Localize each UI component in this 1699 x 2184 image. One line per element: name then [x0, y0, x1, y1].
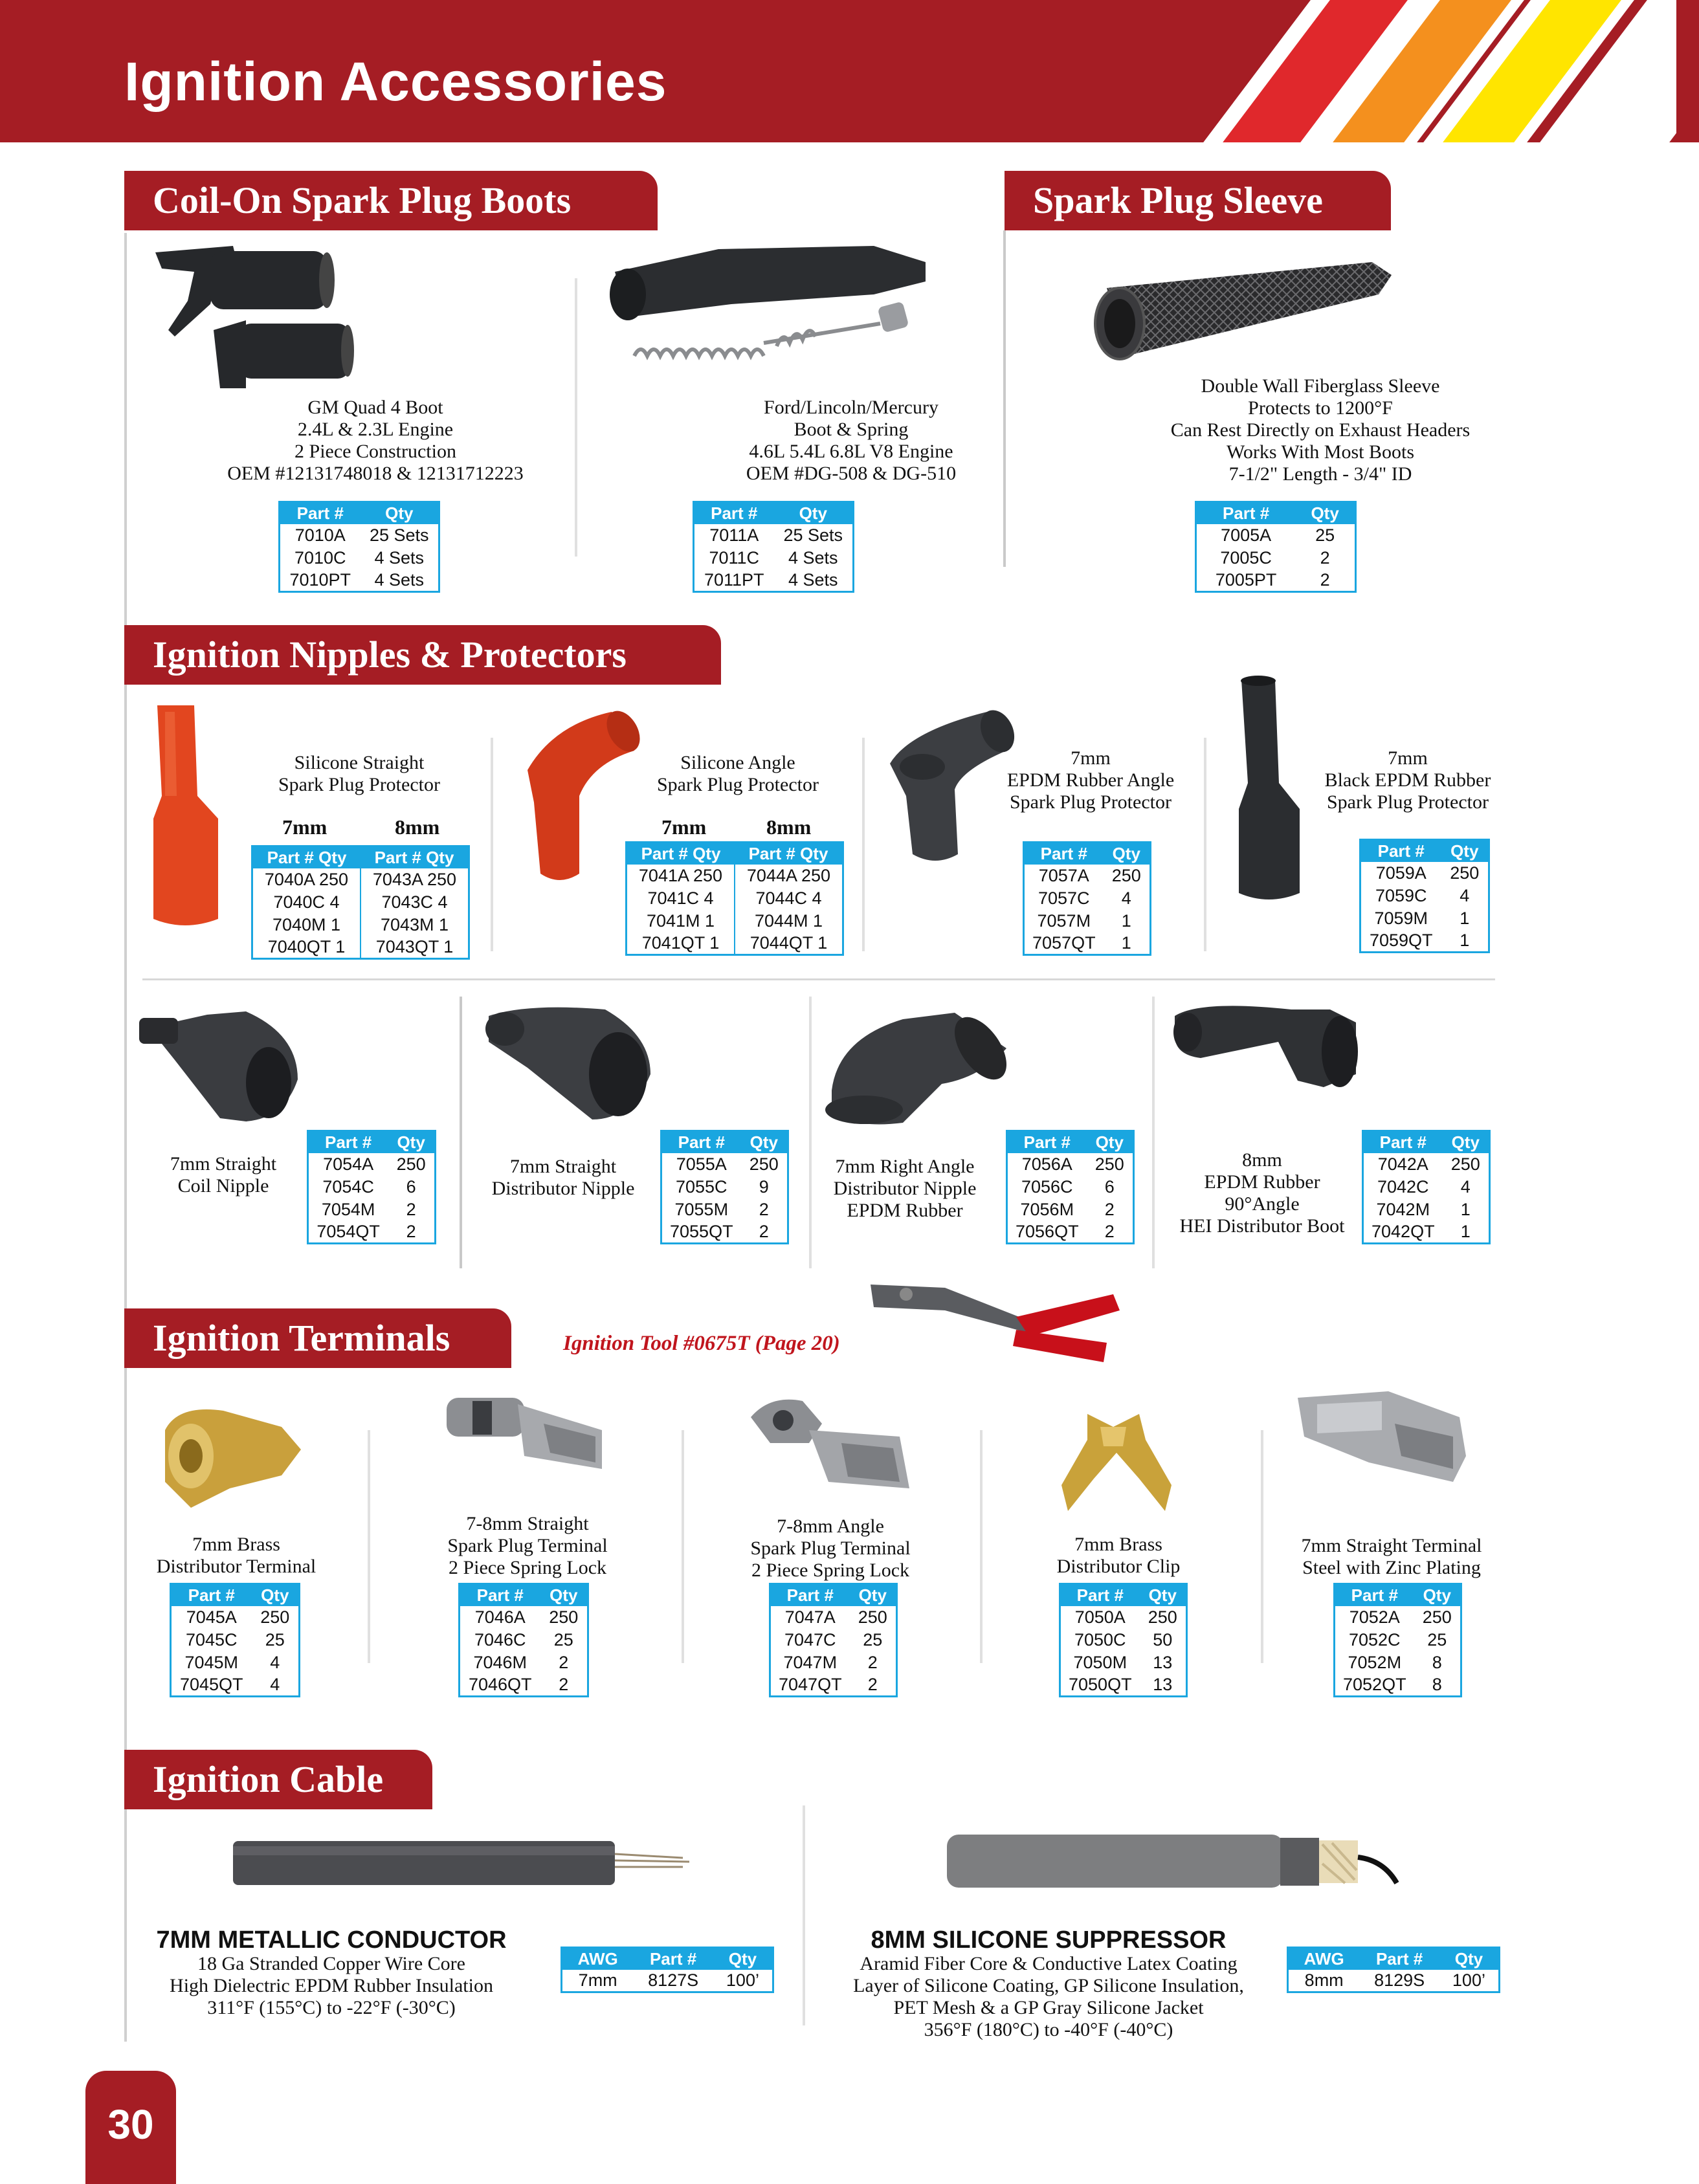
brass-clip-desc: 7mm Brass Distributor Clip — [1056, 1534, 1181, 1577]
part-header: Part # Qty — [627, 843, 735, 865]
table-row: 7041M 1 7044M 1 — [627, 910, 843, 932]
table-row: 7010C 4 Sets — [294, 547, 425, 568]
part-header: Part # — [171, 1584, 252, 1606]
dist-nipple-parts-table — [660, 1130, 789, 1244]
row-divider — [142, 978, 1495, 980]
zinc-terminal-image — [1291, 1385, 1472, 1488]
silicone-cable-desc: Aramid Fiber Core & Conductive Latex Coating Layer of Silicone Coating, GP Silicone Insulation, PET Mesh & a GP Gray Silicone Jacket 356°F (180°C) to -40°F (-40°C) — [853, 1953, 1244, 2040]
qty-header: Qty — [388, 1131, 435, 1153]
awg-header: AWG — [1288, 1948, 1360, 1970]
table-row: 7057A 250 — [1038, 865, 1141, 885]
straight-terminal-image — [440, 1385, 615, 1482]
column-divider — [1204, 738, 1206, 951]
table-row: 7052M 8 — [1348, 1652, 1442, 1672]
table-row: 7042C 4 — [1377, 1176, 1471, 1197]
silicone-angle-parts-table — [625, 841, 844, 956]
dist-nipple-desc: 7mm Straight Distributor Nipple — [491, 1156, 635, 1199]
column-divider — [980, 1430, 983, 1663]
zinc-terminal-parts-table — [1333, 1583, 1462, 1697]
table-row: 7055C 9 — [675, 1176, 769, 1197]
size-8mm-label: 8mm — [395, 815, 440, 839]
part-header: Part # — [694, 502, 774, 524]
part-header: Part # Qty — [735, 843, 843, 865]
qty-header: Qty — [713, 1948, 773, 1970]
table-row: 7005C 2 — [1220, 547, 1330, 568]
table-row: 7055M 2 — [674, 1199, 769, 1219]
crimp-tool-image — [867, 1272, 1126, 1375]
part-header: Part # — [633, 1948, 713, 1970]
qty-header: Qty — [361, 502, 439, 524]
ford-boot-parts-table — [693, 501, 854, 593]
dist-nipple-image — [476, 997, 663, 1126]
page-header — [0, 0, 1699, 142]
table-row: 7041C 4 7044C 4 — [627, 887, 843, 910]
table-row: 7050M 13 — [1073, 1652, 1173, 1672]
metallic-cable-parts-table — [561, 1947, 774, 1993]
table-row: 7056C 6 — [1021, 1176, 1115, 1197]
page-title: Ignition Accessories — [124, 51, 667, 112]
brass-clip-parts-table — [1059, 1583, 1188, 1697]
size-7mm-label: 7mm — [661, 815, 707, 839]
table-row: 7052C 25 — [1348, 1629, 1447, 1649]
column-divider — [575, 278, 577, 557]
brass-clip-image — [1042, 1401, 1191, 1517]
gm-boot-desc: GM Quad 4 Boot 2.4L & 2.3L Engine 2 Piece Construction OEM #12131748018 & 12131712223 — [227, 397, 524, 484]
table-row: 7055A 250 — [676, 1154, 779, 1174]
section-header-nipples: Ignition Nipples & Protectors — [124, 625, 721, 685]
silicone-cable-title: 8MM SILICONE SUPPRESSOR — [871, 1926, 1227, 1954]
qty-header: Qty — [741, 1131, 788, 1153]
metallic-cable-image — [230, 1828, 696, 1893]
straight-terminal-desc: 7-8mm Straight Spark Plug Terminal 2 Piece Spring Lock — [447, 1513, 608, 1578]
table-row: 7056A 250 — [1021, 1154, 1124, 1174]
table-row: 7042M 1 — [1376, 1199, 1471, 1219]
table-row: 7059QT 1 — [1369, 930, 1470, 950]
qty-header: Qty — [1087, 1131, 1134, 1153]
epdm-angle-desc: 7mm EPDM Rubber Angle Spark Plug Protector — [1006, 747, 1175, 813]
coil-nipple-desc: 7mm Straight Coil Nipple — [170, 1153, 277, 1197]
epdm-angle-parts-table — [1023, 841, 1151, 956]
brass-terminal-desc: 7mm Brass Distributor Terminal — [156, 1534, 316, 1577]
qty-header: Qty — [1295, 502, 1355, 524]
part-header: Part # — [1363, 1131, 1443, 1153]
coil-nipple-image — [136, 1002, 311, 1125]
part-header: Part # — [1359, 1948, 1439, 1970]
silicone-angle-desc: Silicone Angle Spark Plug Protector — [657, 752, 819, 795]
hei-boot-desc: 8mm EPDM Rubber 90°Angle HEI Distributor Boot — [1179, 1149, 1345, 1237]
table-row: 7056QT 2 — [1016, 1221, 1115, 1241]
hei-boot-image — [1162, 997, 1375, 1094]
silicone-straight-parts-table — [251, 845, 470, 960]
size-8mm-label: 8mm — [766, 815, 812, 839]
straight-terminal-parts-table — [458, 1583, 589, 1697]
column-divider — [682, 1430, 684, 1663]
right-angle-desc: 7mm Right Angle Distributor Nipple EPDM Rubber — [833, 1156, 977, 1221]
ford-boot-image — [602, 233, 938, 375]
table-row: 7047M 2 — [783, 1652, 878, 1672]
table-row: 7057QT 1 — [1032, 932, 1131, 953]
angle-terminal-desc: 7-8mm Angle Spark Plug Terminal 2 Piece Spring Lock — [750, 1516, 911, 1581]
angle-terminal-parts-table — [769, 1583, 898, 1697]
part-header: Part # — [1060, 1584, 1140, 1606]
tool-note: Ignition Tool #0675T (Page 20) — [563, 1332, 840, 1355]
table-row: 7046M 2 — [473, 1652, 569, 1672]
gm-boot-parts-table — [278, 501, 440, 593]
part-header: Part # — [280, 502, 361, 524]
table-row: 7050C 50 — [1074, 1629, 1173, 1649]
metallic-cable-title: 7MM METALLIC CONDUCTOR — [156, 1926, 507, 1954]
table-row: 7046C 25 — [474, 1629, 573, 1649]
gm-boot-image — [149, 239, 362, 401]
table-row: 7050A 250 — [1074, 1607, 1177, 1627]
qty-header: Qty — [1441, 840, 1489, 862]
right-angle-parts-table — [1006, 1130, 1135, 1244]
table-row: 7056M 2 — [1020, 1199, 1115, 1219]
awg-header: AWG — [562, 1948, 634, 1970]
table-row: 7054C 6 — [322, 1176, 416, 1197]
qty-header: Qty — [850, 1584, 897, 1606]
table-row: 7047A 250 — [784, 1607, 887, 1627]
part-header: Part # — [661, 1131, 741, 1153]
table-row: 7040M 1 7043M 1 — [252, 914, 469, 936]
table-row: 7059C 4 — [1375, 885, 1470, 905]
column-divider — [368, 1430, 370, 1663]
table-row: 7011A 25 Sets — [709, 525, 843, 545]
table-row: 7040QT 1 7043QT 1 — [252, 936, 469, 959]
part-header: Part # — [1196, 502, 1296, 524]
black-epdm-desc: 7mm Black EPDM Rubber Spark Plug Protector — [1324, 747, 1491, 813]
table-row: 7059M 1 — [1374, 908, 1470, 928]
table-row: 7005A 25 — [1221, 525, 1335, 545]
table-row: 7059A 250 — [1375, 863, 1480, 883]
table-row: 7057C 4 — [1038, 888, 1131, 908]
part-header: Part # — [308, 1131, 388, 1153]
qty-header: Qty — [540, 1584, 588, 1606]
qty-header: Qty — [1104, 843, 1151, 865]
part-header: Part # — [770, 1584, 850, 1606]
table-row: 7045A 250 — [186, 1607, 290, 1627]
sleeve-desc: Double Wall Fiberglass Sleeve Protects to 1200°F Can Rest Directly on Exhaust Headers Works With Most Boots 7-1/2" Length - 3/4" ID — [1170, 375, 1471, 485]
sleeve-parts-table — [1195, 501, 1357, 593]
header-corner — [1676, 0, 1699, 142]
qty-header: Qty — [1443, 1131, 1490, 1153]
table-row: 7041QT 1 7044QT 1 — [627, 932, 843, 955]
hei-boot-parts-table — [1362, 1130, 1491, 1244]
metallic-cable-desc: 18 Ga Stranded Copper Wire Core High Dielectric EPDM Rubber Insulation 311°F (155°C) to -22°F (-30°C) — [170, 1953, 493, 2018]
part-header: Part # — [1360, 840, 1441, 862]
table-row: 7052A 250 — [1349, 1607, 1452, 1627]
table-row: 7042QT 1 — [1371, 1221, 1471, 1241]
table-row: 7054A 250 — [323, 1154, 426, 1174]
table-row: 7047C 25 — [784, 1629, 883, 1649]
section-header-sleeve: Spark Plug Sleeve — [1005, 171, 1391, 230]
sleeve-image — [1087, 249, 1398, 366]
table-row: 7046QT 2 — [468, 1674, 569, 1694]
table-row: 7042A 250 — [1377, 1154, 1480, 1174]
brass-terminal-parts-table — [170, 1583, 300, 1697]
qty-header: Qty — [1439, 1948, 1500, 1970]
part-header: Part # — [1335, 1584, 1414, 1606]
section-header-coil-boots: Coil-On Spark Plug Boots — [124, 171, 658, 230]
qty-header: Qty — [1140, 1584, 1187, 1606]
table-row: 7054QT 2 — [316, 1221, 416, 1241]
size-7mm-label: 7mm — [282, 815, 328, 839]
column-divider — [1003, 230, 1006, 567]
table-row: 7055QT 2 — [670, 1221, 769, 1241]
table-row: 7057M 1 — [1037, 910, 1131, 931]
qty-header: Qty — [1414, 1584, 1461, 1606]
table-row: 7010A 25 Sets — [294, 525, 429, 545]
table-row: 7045QT 4 — [179, 1674, 280, 1694]
silicone-straight-image — [146, 699, 230, 932]
table-row: 7046A 250 — [474, 1607, 579, 1627]
part-header: Part # — [1007, 1131, 1087, 1153]
silicone-cable-parts-table — [1287, 1947, 1500, 1993]
angle-terminal-image — [744, 1391, 919, 1495]
table-row: 8mm 8129S 100’ — [1304, 1970, 1485, 1990]
part-header: Part # — [460, 1584, 540, 1606]
qty-header: Qty — [774, 502, 854, 524]
section-header-cable: Ignition Cable — [124, 1750, 432, 1809]
ford-boot-desc: Ford/Lincoln/Mercury Boot & Spring 4.6L 5.4L 6.8L V8 Engine OEM #DG-508 & DG-510 — [746, 397, 957, 484]
table-row: 7045M 4 — [184, 1652, 280, 1672]
table-row: 7010PT 4 Sets — [289, 569, 425, 590]
part-header: Part # Qty — [361, 846, 469, 868]
table-row: 7040A 250 7043A 250 — [252, 868, 469, 891]
right-angle-image — [812, 1000, 1019, 1129]
column-divider — [862, 738, 865, 951]
table-row: 7047QT 2 — [779, 1674, 878, 1694]
column-divider — [460, 997, 462, 1268]
zinc-terminal-desc: 7mm Straight Terminal Steel with Zinc Plating — [1301, 1535, 1482, 1578]
table-row: 7005PT 2 — [1215, 569, 1330, 590]
part-header: Part # — [1024, 843, 1104, 865]
table-row: 7054M 2 — [321, 1199, 416, 1219]
table-row: 7040C 4 7043C 4 — [252, 891, 469, 914]
page-number: 30 — [85, 2071, 176, 2184]
table-row: 7mm 8127S 100’ — [578, 1970, 759, 1990]
table-row: 7011PT 4 Sets — [704, 569, 838, 590]
silicone-cable-image — [944, 1825, 1410, 1896]
coil-nipple-parts-table — [307, 1130, 436, 1244]
table-row: 7052QT 8 — [1343, 1674, 1442, 1694]
table-row: 7045C 25 — [185, 1629, 285, 1649]
table-row: 7041A 250 7044A 250 — [627, 865, 843, 887]
column-divider — [809, 997, 812, 1268]
black-epdm-parts-table — [1359, 839, 1490, 953]
column-divider — [491, 738, 493, 951]
table-row: 7011C 4 Sets — [709, 547, 838, 568]
table-row: 7050QT 13 — [1069, 1674, 1173, 1694]
silicone-straight-desc: Silicone Straight Spark Plug Protector — [278, 752, 440, 795]
qty-header: Qty — [252, 1584, 300, 1606]
column-divider — [803, 1805, 805, 2025]
part-header: Part # Qty — [252, 846, 361, 868]
section-header-terminals: Ignition Terminals — [124, 1308, 511, 1368]
brass-terminal-image — [152, 1391, 307, 1514]
